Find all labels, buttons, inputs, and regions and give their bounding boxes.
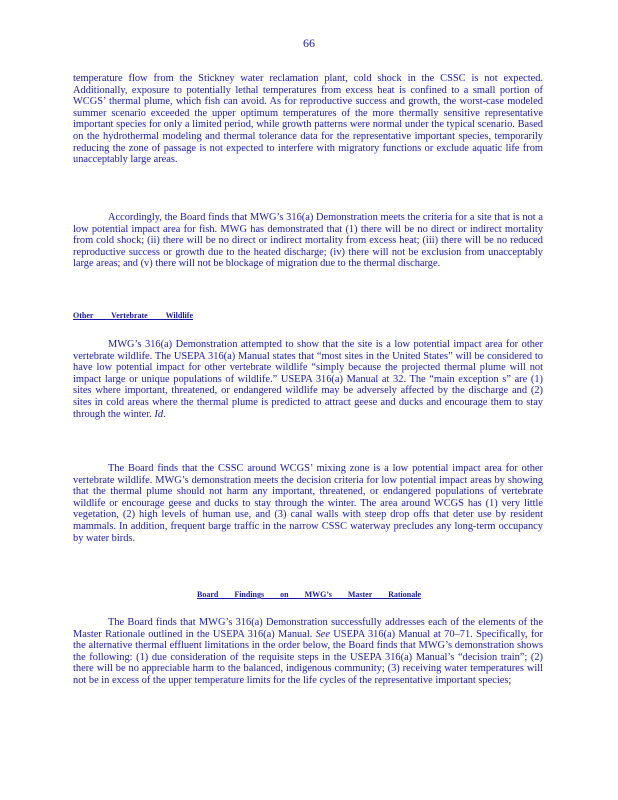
paragraph-cold-shock-conclusion: temperature flow from the Stickney water reclamation plant, cold shock in the CSSC is not expected. Additionally, exposure to potentially lethal temperatures from excess heat is confined to a small portion of WCGS’ thermal plume, which fish can avoid. As for reproductive success and growth, the worst-case modeled summer scenario exceeded the upper optimum temperatures of the more thermally sensitive representative important species for only a limited period, while growth patterns were normal under the typical scenario. Based on the hydrothermal modeling and thermal tolerance data for the representative important species, temporarily reducing the zone of passage is not expected to interfere with migratory functions or exclude aquatic life from unacceptably large areas. xyxy=(73,73,543,166)
paragraph-master-rationale-findings: USEPA 316(a) Manual at 70–71. Specifically, for the alternative thermal effluent limitations in the order below, the Board finds that MWG’s demonstration shows the following: (1) due consideration of the requisite steps in the USEPA 316(a) Manual’s “decision train”; (2) there will be no appreciable harm to the balanced, indigenous community; (3) receiving water temperatures will not be in excess of the upper temperature limits for the life cycles of the representative important species; xyxy=(73,628,543,686)
paragraph-master-rationale-intro: The Board finds that MWG’s 316(a) Demonstration successfully addresses each of the elements of the Master Rationale outlined in the USEPA 316(a) Manual. xyxy=(73,617,543,640)
paragraph-board-finds-fish: Accordingly, the Board finds that MWG’s 316(a) Demonstration meets the criteria for a site that is not a low potential impact area for fish. MWG has demonstrated that (1) there will be no direct or indirect mortality from cold shock; (ii) there will be no direct or indirect mortality from excess heat; (iii) there will be no reduced reproductive success or growth due to the heated discharge; (iv) there will not be exclusion from unacceptably large areas; and (v) there will not be blockage of migration due to the thermal discharge. xyxy=(73,212,543,270)
paragraph-board-finds-vertebrate: The Board finds that the CSSC around WCGS’ mixing zone is a low potential impact area for other vertebrate wildlife. MWG’s demonstration meets the decision criteria for low potential impact areas by showing that the thermal plume should not harm any important, threatened, or endangered populations of vertebrate wildlife or encourage geese and ducks to stay through the winter. The area around WCGS has (1) very little vegetation, (2) high levels of human use, and (3) canal walls with steep drop offs that deter use by resident mammals. In addition, frequent barge traffic in the narrow CSSC waterway precludes any long-term occupancy by water birds. xyxy=(73,463,543,544)
citation-period: . xyxy=(163,408,166,420)
heading-board-findings-master-rationale: Board Findings on MWG’s Master Rationale xyxy=(196,590,421,599)
heading-other-vertebrate-wildlife: Other Vertebrate Wildlife xyxy=(73,311,193,320)
paragraph-master-rationale xyxy=(73,617,543,687)
paragraph-vertebrate-text: MWG’s 316(a) Demonstration attempted to show that the site is a low potential impact area for other vertebrate wildlife. The USEPA 316(a) Manual states that “most sites in the United States” will be considered to have low potential impact for other vertebrate wildlife “simply because the projected thermal plume will not impact large or unique populations of wildlife.” USEPA 316(a) Manual at 32. The “main exception s” are (1) sites where important, threatened, or endangered wildlife may be adversely affected by the discharge and (2) sites in cold areas where the thermal plume is predicted to attract geese and ducks and encourage them to stay through the winter. xyxy=(73,339,543,420)
citation-see: See xyxy=(315,628,331,640)
page-number: 66 xyxy=(303,36,315,50)
paragraph-vertebrate-demonstration xyxy=(73,339,543,420)
citation-id: Id xyxy=(154,408,164,420)
